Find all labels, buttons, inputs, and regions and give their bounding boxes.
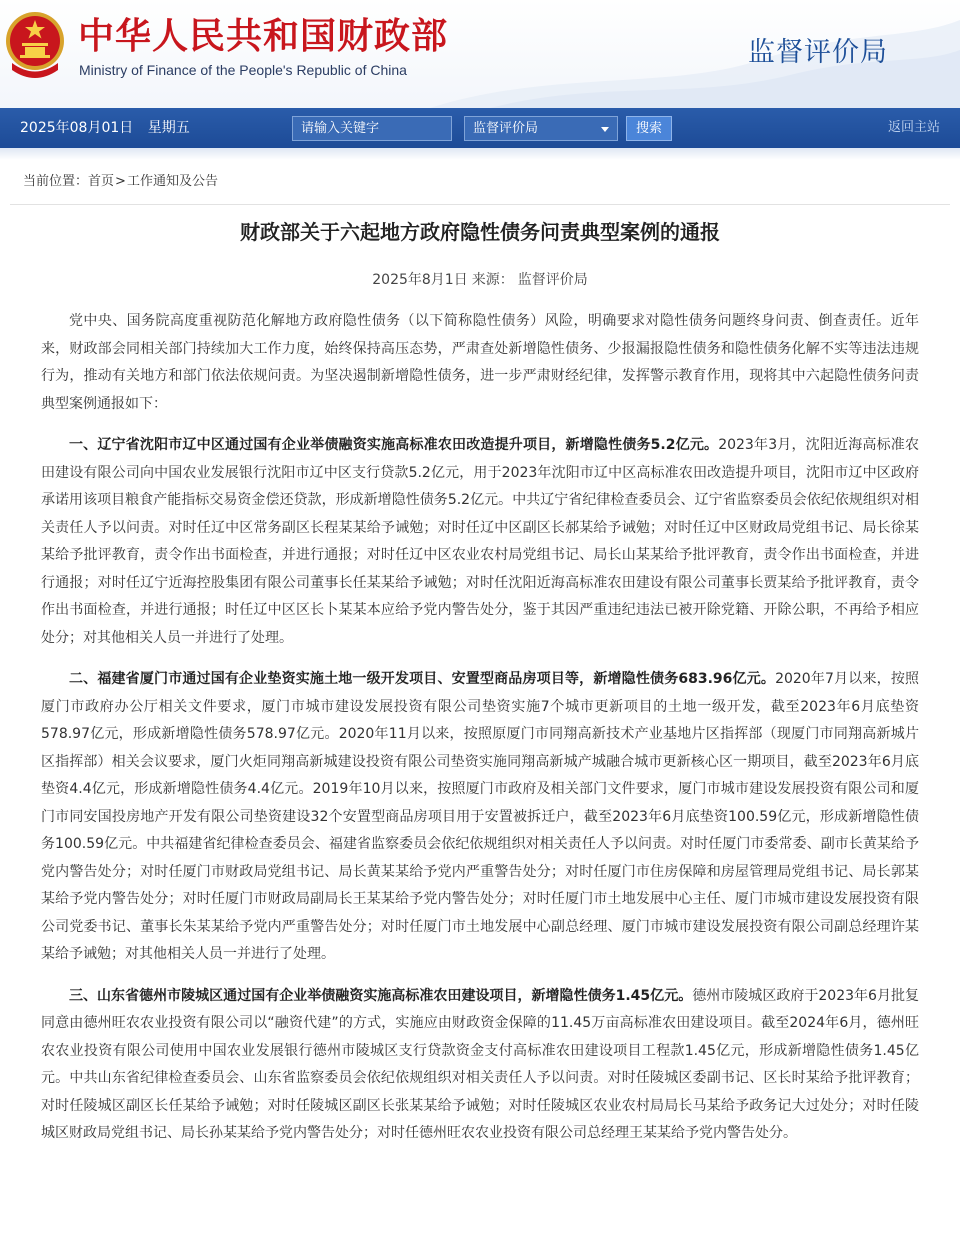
case-paragraph-3 xyxy=(41,983,919,1148)
breadcrumb-prefix: 当前位置： xyxy=(23,174,89,189)
nav-bar xyxy=(0,108,960,148)
case-body-2: 2020年7月以来，按照厦门市政府办公厅相关文件要求，厦门市城市建设发展投资有限公司垫资实施7个城市更新项目的土地一级开发，截至2023年6月底垫资578.97亿元，形成新增隐性债务578.97亿元。2020年11月以来，按照原厦门市同翔高新技术产业基地片区指挥部（现厦门市同翔高新城片区指挥部）相关会议要求，厦门火炬同翔高新城建设投资有限公司垫资实施同翔高新城产城融合城市更新核心区一期项目，截至2023年6月底垫资4.4亿元，形成新增隐性债务4.4亿元。2019年10月以来，按照厦门市政府及相关部门文件要求，厦门市城市建设发展投资有限公司和厦门市同安国投房地产开发有限公司垫资建设32个安置型商品房项目用于安置被拆迁户，截至2023年6月底垫资100.59亿元，形成新增隐性债务100.59亿元。中共福建省纪律检查委员会、福建省监察委员会依纪依规组织对相关责任人予以问责。对时任厦门市委常委、副市长黄某给予党内警告处分；对时任厦门市财政局党组书记、局长黄某某给予党内严重警告处分；对时任厦门市住房保障和房屋管理局党组书记、局长郭某某给予党内警告处分；对时任厦门市财政局副局长王某某给予党内警告处分；对时任厦门市土地发展中心主任、厦门市城市建设发展投资有限公司党委书记、董事长朱某某给予党内严重警告处分；对时任厦门市土地发展中心副总经理、厦门市城市建设发展投资有限公司副总经理许某某给予诫勉；对其他相关人员一并进行了处理。 xyxy=(41,671,919,962)
case-paragraph-1 xyxy=(41,432,919,652)
article-source: 监督评价局 xyxy=(517,272,588,288)
site-subtitle: Ministry of Finance of the People's Republic of China xyxy=(79,62,407,78)
date-text: 2025年08月01日 xyxy=(20,120,134,136)
article-intro: 党中央、国务院高度重视防范化解地方政府隐性债务（以下简称隐性债务）风险，明确要求对隐性债务问题终身问责、倒查责任。近年来，财政部会同相关部门持续加大工作力度，始终保持高压态势，严肃查处新增隐性债务、少报漏报隐性债务和隐性债务化解不实等违法违规行为，推动有关地方和部门依法依规问责。为坚决遏制新增隐性债务，进一步严肃财经纪律，发挥警示教育作用，现将其中六起隐性债务问责典型案例通报如下： xyxy=(41,313,919,412)
article-meta xyxy=(41,270,919,290)
search-button[interactable]: 搜索 xyxy=(626,116,672,141)
back-home-link[interactable]: 返回主站 xyxy=(887,120,940,135)
site-header xyxy=(0,0,960,108)
article-title: 财政部关于六起地方政府隐性债务问责典型案例的通报 xyxy=(240,220,720,244)
case-body-1: 2023年3月，沈阳近海高标准农田建设有限公司向中国农业发展银行沈阳市辽中区支行贷款5.2亿元，用于2023年沈阳市辽中区高标准农田改造提升项目，沈阳市辽中区政府承诺用该项目粮食产能指标交易资金偿还贷款，形成新增隐性债务5.2亿元。中共辽宁省纪律检查委员会、辽宁省监察委员会依纪依规组织对相关责任人予以问责。对时任辽中区常务副区长程某某给予诫勉；对时任辽中区副区长郝某给予诫勉；对时任辽中区财政局党组书记、局长徐某某给予批评教育，责令作出书面检查，并进行通报；对时任辽中区农业农村局党组书记、局长山某某给予批评教育，责令作出书面检查，并进行通报；对时任辽宁近海控股集团有限公司董事长任某某给予诫勉；对时任沈阳近海高标准农田建设有限公司董事长贾某给予批评教育，责令作出书面检查，并进行通报；时任辽中区区长卜某某本应给予党内警告处分，鉴于其因严重违纪违法已被开除党籍、开除公职，不再给予相应处分；对其他相关人员一并进行了处理。 xyxy=(41,437,919,646)
breadcrumb-home-link[interactable]: 首页 xyxy=(88,174,115,189)
article xyxy=(0,218,960,1148)
chevron-down-icon xyxy=(601,127,609,132)
site-title[interactable]: 中华人民共和国财政部 xyxy=(78,15,449,57)
case-body-3: 德州市陵城区政府于2023年6月批复同意由德州旺农农业投资有限公司以“融资代建”的方式，实施应由财政资金保障的11.45万亩高标准农田建设项目。截至2024年6月，德州旺农农业投资有限公司使用中国农业发展银行德州市陵城区支行贷款资金支付高标准农田建设项目工程款1.45亿元，形成新增隐性债务1.45亿元。中共山东省纪律检查委员会、山东省监察委员会依纪依规组织对相关责任人予以问责。对时任陵城区委副书记、区长时某给予批评教育；对时任陵城区副区长任某给予诫勉；对时任陵城区副区长张某某给予诫勉；对时任陵城区农业农村局局长马某给予政务记大过处分；对时任陵城区财政局党组书记、局长孙某某给予党内警告处分；对时任德州旺农农业投资有限公司总经理王某某给予党内警告处分。 xyxy=(41,987,919,1141)
national-emblem-icon[interactable] xyxy=(4,8,66,80)
search-scope-select[interactable] xyxy=(464,116,618,141)
department-name: 监督评价局 xyxy=(748,37,888,68)
breadcrumb-section-link[interactable]: 工作通知及公告 xyxy=(126,174,218,189)
article-source-label: 来源： xyxy=(471,272,514,288)
case-paragraph-2 xyxy=(41,666,919,969)
breadcrumb-separator: > xyxy=(115,174,126,189)
search-input[interactable]: 请输入关键字 xyxy=(292,116,452,141)
nav-shadow xyxy=(0,148,960,160)
article-date: 2025年8月1日 xyxy=(372,272,468,288)
search-scope-value: 监督评价局 xyxy=(473,121,539,136)
case-heading-3: 三、山东省德州市陵城区通过国有企业举债融资实施高标准农田建设项目，新增隐性债务1.45亿元。 xyxy=(69,987,693,1004)
weekday-text: 星期五 xyxy=(147,120,190,136)
current-date xyxy=(20,108,200,148)
case-heading-2: 二、福建省厦门市通过国有企业垫资实施土地一级开发项目、安置型商品房项目等，新增隐性债务683.96亿元。 xyxy=(69,671,776,687)
case-heading-1: 一、辽宁省沈阳市辽中区通过国有企业举债融资实施高标准农田改造提升项目，新增隐性债务5.2亿元。 xyxy=(69,437,719,453)
breadcrumb xyxy=(10,160,950,205)
